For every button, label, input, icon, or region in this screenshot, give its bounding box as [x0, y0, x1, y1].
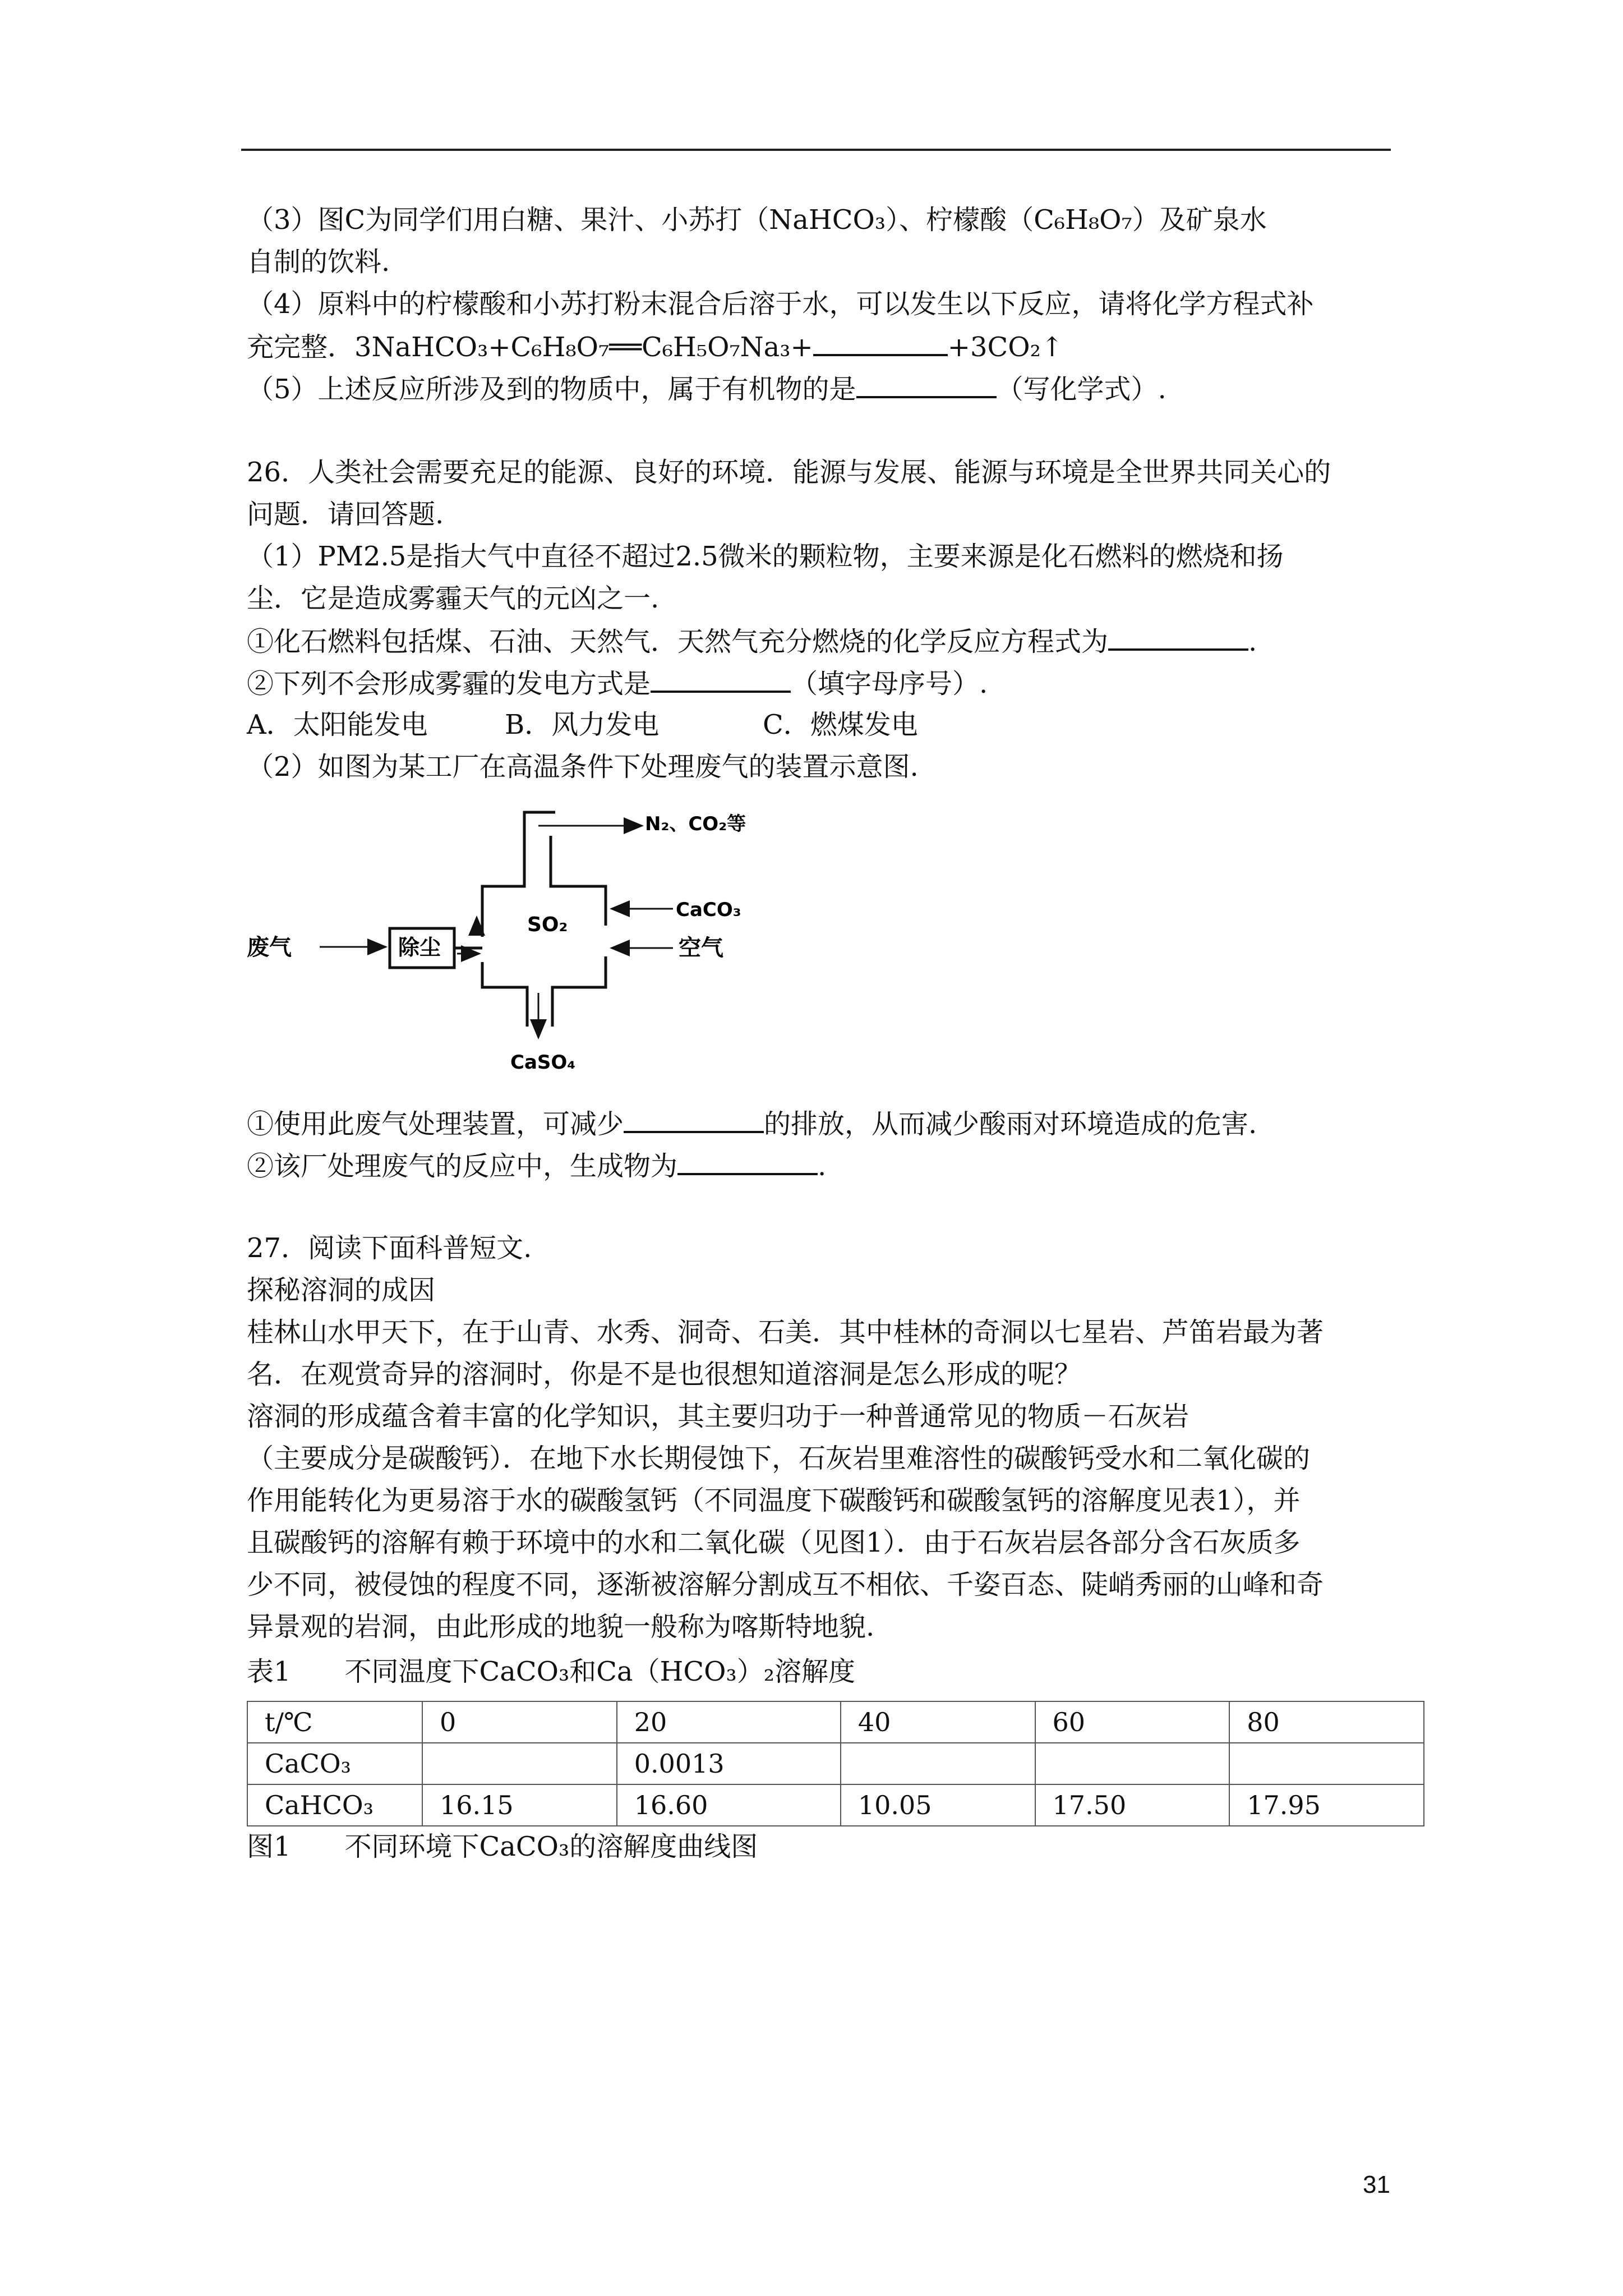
table-cell [841, 1743, 1035, 1784]
table-cell: 0.0013 [617, 1743, 841, 1784]
q26-p2-q2-tail: . [818, 1151, 827, 1182]
table-header-row [247, 1701, 1424, 1743]
header-rule [241, 149, 1391, 151]
chamber-right-wall [552, 956, 606, 1027]
table-cell: CaHCO₃ [247, 1784, 422, 1826]
waste-gas-label: 废气 [247, 935, 292, 960]
q26-p2: （2）如图为某工厂在高温条件下处理废气的装置示意图. [247, 751, 919, 783]
table-cell [1035, 1743, 1230, 1784]
q27-text-line: 桂林山水甲天下，在于山青、水秀、洞奇、石美．其中桂林的奇洞以七星岩、芦笛岩最为著 [247, 1317, 1324, 1348]
q25-line3b: 自制的饮料. [247, 246, 390, 278]
q25-equation-text: 充完整．3NaHCO₃+C₆H₈O₇══C₆H₅O₇Na₃+ [247, 332, 813, 363]
table-cell: 80 [1229, 1701, 1424, 1743]
option-b: B．风力发电 [505, 709, 660, 740]
table-cell: 0 [422, 1701, 617, 1743]
table-cell [1229, 1743, 1424, 1784]
q26-q1-text: ①化石燃料包括煤、石油、天然气．天然气充分燃烧的化学反应方程式为 [247, 626, 1109, 657]
air-label: 空气 [679, 935, 723, 961]
table-cell: 60 [1035, 1701, 1230, 1743]
q26-p2-q2-text: ②该厂处理废气的反应中，生成物为 [247, 1151, 678, 1182]
q26-intro-b: 问题．请回答题. [247, 499, 444, 530]
q25-line3a: （3）图C为同学们用白糖、果汁、小苏打（NaHCO₃）、柠檬酸（C₆H₈O₇）及矿泉水 [247, 204, 1267, 236]
q26-q1-tail: . [1248, 626, 1257, 657]
q25-line5 [247, 371, 1166, 406]
table-row [247, 1784, 1424, 1826]
dust-removal-label: 除尘 [398, 935, 441, 960]
q27-text-line: （主要成分是碳酸钙）．在地下水长期侵蚀下，石灰岩里难溶性的碳酸钙受水和二氧化碳的 [247, 1443, 1311, 1474]
q26-p2-q1-text: ①使用此废气处理装置，可减少 [247, 1108, 624, 1140]
q27-text-line: 名．在观赏奇异的溶洞时，你是不是也很想知道溶洞是怎么形成的呢？ [247, 1359, 1082, 1390]
answer-blank[interactable] [677, 1148, 818, 1175]
caco3-label: CaCO₃ [676, 899, 741, 921]
table-caption: 表1 不同温度下CaCO₃和Ca（HCO₃）₂溶解度 [247, 1656, 855, 1687]
figure-caption: 图1 不同环境下CaCO₃的溶解度曲线图 [247, 1831, 758, 1862]
table-cell: 16.15 [422, 1784, 617, 1826]
table-cell: t/℃ [247, 1701, 422, 1743]
q26-intro-a: 26．人类社会需要充足的能源、良好的环境．能源与发展、能源与环境是全世界共同关心的 [247, 457, 1331, 488]
q25-question-tail: （写化学式）. [996, 374, 1166, 405]
q26-p1-q2 [247, 666, 988, 701]
q26-p2-q1-tail: 的排放，从而减少酸雨对环境造成的危害. [764, 1108, 1257, 1140]
solubility-table [247, 1701, 1424, 1826]
q26-p2-q1 [247, 1106, 1257, 1141]
table-cell [422, 1743, 617, 1784]
option-c: C．燃煤发电 [763, 709, 918, 740]
answer-blank[interactable] [624, 1106, 764, 1133]
chamber-left-wall [482, 962, 527, 1027]
q25-line4b [247, 329, 1063, 364]
table-cell: CaCO₃ [247, 1743, 422, 1784]
answer-blank[interactable] [1108, 624, 1248, 651]
q25-line4a: （4）原料中的柠檬酸和小苏打粉末混合后溶于水，可以发生以下反应，请将化学方程式补 [247, 288, 1314, 320]
q27-article-title: 探秘溶洞的成因 [247, 1274, 436, 1306]
table-cell: 20 [617, 1701, 841, 1743]
q27-text-line: 少不同，被侵蚀的程度不同，逐渐被溶解分割成互不相依、千姿百态、陡峭秀丽的山峰和奇 [247, 1569, 1324, 1600]
answer-blank[interactable] [813, 329, 948, 356]
answer-blank[interactable] [856, 371, 997, 398]
answer-blank[interactable] [651, 666, 791, 693]
q25-equation-tail: +3CO₂↑ [947, 332, 1064, 363]
option-a: A．太阳能发电 [247, 709, 428, 740]
table-row [247, 1743, 1424, 1784]
q27-text-line: 且碳酸钙的溶解有赖于环境中的水和二氧化碳（见图1）．由于石灰岩层各部分含石灰质多 [247, 1527, 1301, 1558]
caso4-label: CaSO₄ [510, 1051, 576, 1074]
q26-p1-q1 [247, 624, 1257, 659]
waste-gas-treatment-diagram [241, 802, 774, 1105]
q26-p1-b: 尘．它是造成雾霾天气的元凶之一. [247, 583, 660, 614]
q26-q2-text: ②下列不会形成雾霾的发电方式是 [247, 668, 651, 700]
q27-intro: 27．阅读下面科普短文. [247, 1232, 532, 1264]
q26-p1-a: （1）PM2.5是指大气中直径不超过2.5微米的颗粒物，主要来源是化石燃料的燃烧和扬 [247, 541, 1284, 572]
q25-question-text: （5）上述反应所涉及到的物质中，属于有机物的是 [247, 374, 856, 405]
q27-text-line: 作用能转化为更易溶于水的碳酸氢钙（不同温度下碳酸钙和碳酸氢钙的溶解度见表1），并 [247, 1485, 1301, 1516]
q26-q2-tail: （填字母序号）. [791, 668, 988, 700]
table-cell: 10.05 [841, 1784, 1035, 1826]
table-cell: 16.60 [617, 1784, 841, 1826]
q26-p2-q2 [247, 1148, 826, 1183]
page-number: 31 [1363, 2171, 1390, 2198]
q27-text-line: 异景观的岩洞，由此形成的地貌一般称为喀斯特地貌. [247, 1611, 875, 1642]
table-cell: 17.95 [1229, 1784, 1424, 1826]
outlet-pipe-right [551, 836, 606, 926]
so2-label: SO₂ [527, 913, 568, 936]
q27-text-line: 溶洞的形成蕴含着丰富的化学知识，其主要归功于一种普通常见的物质－石灰岩 [247, 1401, 1189, 1432]
output-label: N₂、CO₂等 [645, 813, 746, 835]
q26-options [247, 708, 918, 742]
table-cell: 17.50 [1035, 1784, 1230, 1826]
table-cell: 40 [841, 1701, 1035, 1743]
